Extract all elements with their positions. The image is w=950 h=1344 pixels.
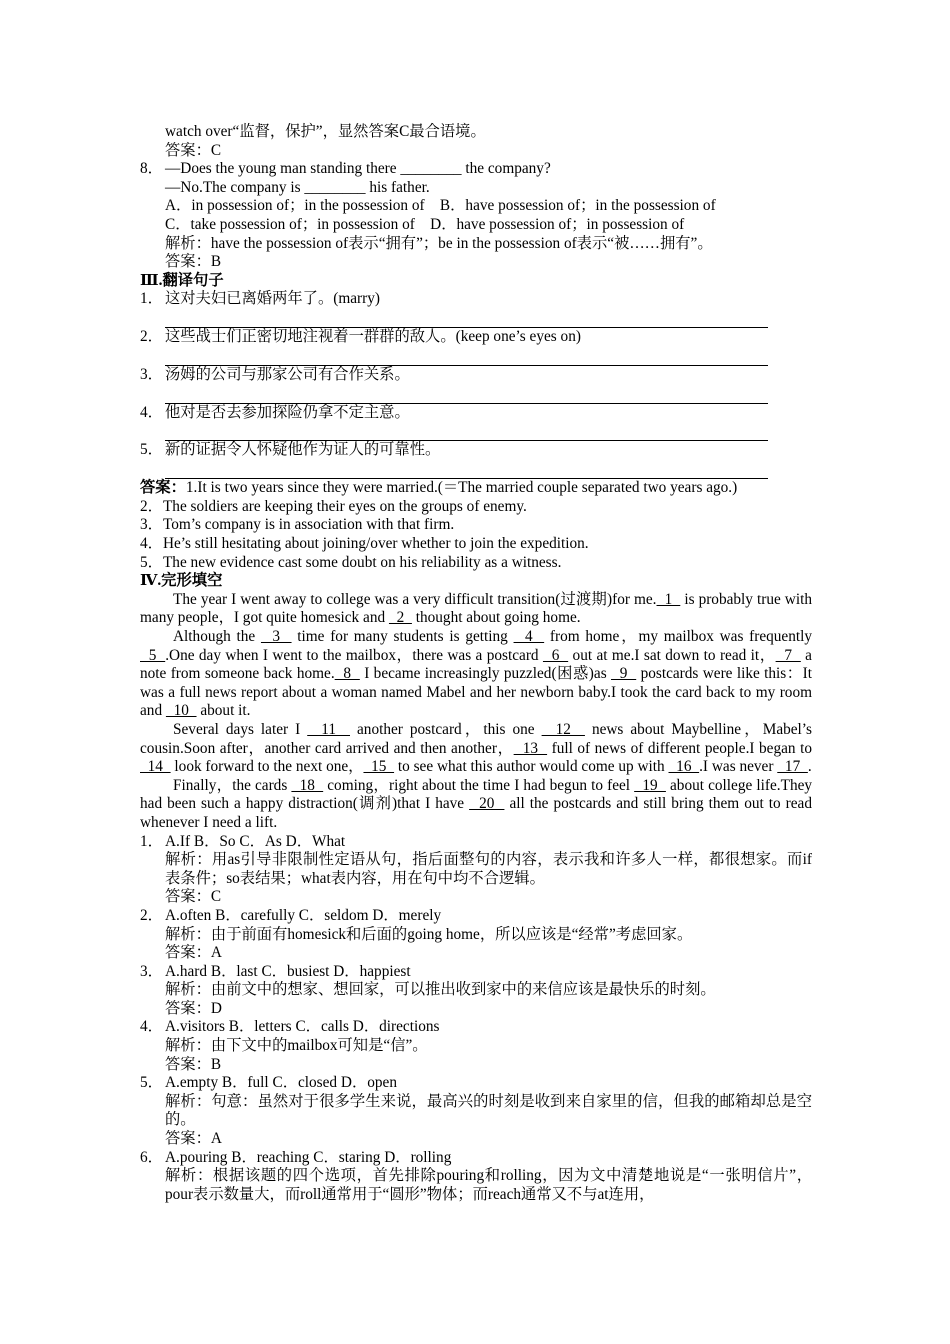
- cloze-text: is probably true with many people，I got quite homesick and: [140, 590, 812, 627]
- question-number: 4．: [140, 1018, 163, 1036]
- cloze-blank[interactable]: 16: [668, 758, 700, 776]
- translation-item: 1． 这对夫妇已离婚两年了。(marry): [140, 290, 380, 308]
- cloze-text: .One day when I went to the mailbox，there was a postcard: [165, 646, 543, 664]
- cloze-text: out at me.I sat down to read it，: [568, 646, 776, 664]
- translation-item: 3． 汤姆的公司与那家公司有合作关系。: [140, 365, 410, 383]
- cloze-blank[interactable]: 13: [513, 739, 548, 757]
- cloze-paragraph-4: [140, 777, 812, 833]
- cloze-blank[interactable]: 19: [634, 776, 666, 794]
- cloze-text: postcards were like this：It was a full news report about a woman named Mabel and her newborn baby.I took the card back to my room and: [140, 665, 812, 720]
- cloze-blank[interactable]: 1: [656, 590, 681, 608]
- cloze-blank[interactable]: 6: [542, 646, 569, 664]
- cloze-text: about it.: [196, 702, 251, 720]
- cloze-text: thought about going home.: [411, 609, 581, 627]
- cloze-question-options: [140, 907, 812, 926]
- cloze-question-options: [140, 963, 812, 982]
- cloze-blank[interactable]: 10: [165, 702, 197, 720]
- q8-answer: 答案：B: [165, 253, 222, 271]
- cloze-text: Several days later I: [173, 720, 308, 738]
- cloze-blank[interactable]: 12: [541, 720, 585, 738]
- q7-explanation-tail: watch over“监督，保护”，显然答案C最合语境。: [165, 123, 486, 140]
- q8-options-cd: C．take possession of；in possession of D．have possession of；in possession of: [165, 215, 685, 233]
- translation-answer-line[interactable]: [165, 385, 768, 404]
- cloze-blank[interactable]: 18: [291, 776, 324, 794]
- cloze-blank[interactable]: 7: [775, 646, 801, 664]
- question-explanation: 解析：根据该题的四个选项，首先排除pouring和rolling，因为文中清楚地说是“一张明信片”，pour表示数量大，而roll通常用于“圆形”物体；而reach通常又不与at连用，: [165, 1167, 812, 1203]
- cloze-text: a note from someone back home.: [140, 646, 812, 683]
- cloze-question-options: [140, 1149, 812, 1168]
- question-answer: 答案：D: [165, 999, 222, 1017]
- q8-explanation: 解析：have the possession of表示“拥有”；be in the possession of表示“被……拥有”。: [165, 234, 713, 252]
- q8-number: 8．: [140, 160, 163, 178]
- question-explanation: 解析：句意：虽然对于很多学生来说，最高兴的时刻是收到来自家里的信，但我的邮箱却总是空的。: [165, 1092, 812, 1129]
- cloze-blank[interactable]: 15: [363, 758, 395, 776]
- cloze-question-options: [140, 1018, 812, 1037]
- cloze-text: coming，right about the time I had begun to feel: [323, 776, 635, 794]
- cloze-text: .: [807, 758, 812, 776]
- cloze-blank[interactable]: 11: [307, 720, 350, 738]
- cloze-blank[interactable]: 17: [777, 758, 808, 776]
- question-explanation: 解析：用as引导非限制性定语从句，指后面整句的内容，表示我和许多人一样，都很想家。而if表条件；so表结果；what表内容，用在句中均不合逻辑。: [165, 851, 812, 887]
- question-options: A.pouring B．reaching C．staring D．rolling: [165, 1148, 452, 1166]
- cloze-text: .I was never: [699, 758, 778, 776]
- q7-answer: 答案：C: [165, 141, 222, 159]
- question-options: A.empty B．full C．closed D．open: [165, 1074, 397, 1092]
- document-page: [140, 123, 812, 1204]
- question-options: A.often B．carefully C．seldom D．merely: [165, 906, 442, 924]
- translation-item: 2． 这些战士们正密切地注视着一群群的敌人。(keep one’s eyes on): [140, 328, 581, 346]
- q8-line1: —Does the young man standing there ________ the company?: [165, 160, 551, 178]
- cloze-blank[interactable]: 2: [388, 609, 412, 627]
- question-number: 1．: [140, 832, 163, 850]
- translation-answer-line[interactable]: [165, 460, 768, 479]
- cloze-paragraph-2: [140, 628, 812, 721]
- question-options: A.visitors B．letters C．calls D．directions: [165, 1018, 440, 1036]
- translation-answer-line[interactable]: [165, 347, 768, 366]
- translation-answer-line[interactable]: [165, 422, 768, 441]
- question-options: A.hard B．last C．busiest D．happiest: [165, 962, 411, 980]
- q8-stem-line2: —No.The company is ________ his father.: [165, 178, 430, 196]
- section-3-heading: Ⅲ.翻译句子: [140, 271, 224, 289]
- section-4-heading: Ⅳ.完形填空: [140, 572, 223, 590]
- question-number: 5．: [140, 1074, 163, 1092]
- q8-options-ab: A．in possession of；in the possession of B．have possession of；in the possession of: [165, 197, 716, 215]
- translation-answers-first: 答案：1.It is two years since they were married.(＝The married couple separated two years ago.): [140, 479, 738, 497]
- cloze-text: from home，my mailbox was frequently: [544, 628, 812, 645]
- cloze-question-options: [140, 833, 812, 852]
- cloze-text: to see what this author would come up with: [394, 758, 669, 776]
- question-explanation: 解析：由前文中的想家、想回家，可以推出收到家中的来信应该是最快乐的时刻。: [165, 981, 716, 999]
- cloze-text: another postcard，this one: [350, 720, 542, 738]
- question-answer: 答案：B: [165, 1055, 222, 1073]
- cloze-text: about college life.They had been such a happy distraction(调剂)that I have: [140, 776, 813, 813]
- translation-answer: 5．The new evidence cast some doubt on his reliability as a witness.: [140, 553, 562, 571]
- cloze-text: I became increasingly puzzled(困惑)as: [359, 665, 612, 683]
- question-number: 2．: [140, 906, 163, 924]
- cloze-blank[interactable]: 20: [469, 795, 505, 813]
- translation-answer: 2．The soldiers are keeping their eyes on the groups of enemy.: [140, 497, 527, 515]
- cloze-text: look forward to the next one，: [170, 758, 364, 776]
- cloze-question-options: [140, 1074, 812, 1093]
- question-number: 6．: [140, 1148, 163, 1166]
- cloze-text: The year I went away to college was a very difficult transition(过渡期)for me.: [173, 590, 657, 608]
- answer-label: 答案：: [140, 479, 186, 497]
- question-explanation: 解析：由于前面有homesick和后面的going home，所以应该是“经常”考虑回家。: [165, 925, 693, 943]
- q8-stem-line1: [140, 160, 812, 179]
- translation-answer-line[interactable]: [165, 309, 768, 328]
- question-answer: 答案：A: [165, 944, 222, 962]
- cloze-blank[interactable]: 5: [140, 646, 166, 664]
- cloze-text: Finally，the cards: [173, 776, 292, 794]
- translation-answer: 3．Tom’s company is in association with that firm.: [140, 516, 455, 534]
- question-explanation: 解析：由下文中的mailbox可知是“信”。: [165, 1037, 428, 1055]
- translation-item: 5． 新的证据令人怀疑他作为证人的可靠性。: [140, 441, 441, 459]
- cloze-blank[interactable]: 14: [140, 758, 171, 776]
- question-answer: 答案：C: [165, 888, 222, 906]
- translation-item: 4． 他对是否去参加探险仍拿不定主意。: [140, 403, 410, 421]
- cloze-text: news about Maybelline，Mabel’s cousin.Soon after，another card arrived and then another，: [140, 720, 813, 757]
- question-options: A.If B．So C．As D．What: [165, 832, 346, 850]
- cloze-text: all the postcards and still bring them out to read whenever I need a lift.: [140, 795, 812, 831]
- cloze-text: time for many students is getting: [291, 628, 514, 645]
- cloze-blank[interactable]: 4: [513, 628, 545, 645]
- cloze-blank[interactable]: 8: [334, 665, 360, 683]
- question-answer: 答案：A: [165, 1130, 222, 1148]
- cloze-text: Although the: [173, 628, 261, 645]
- cloze-questions: [140, 833, 812, 1205]
- cloze-text: full of news of different people.I began to: [547, 739, 812, 757]
- translation-answer: 4．He’s still hesitating about joining/over whether to join the expedition.: [140, 535, 589, 553]
- cloze-blank[interactable]: 9: [611, 665, 637, 683]
- cloze-paragraph-1: [140, 591, 812, 628]
- question-number: 3．: [140, 962, 163, 980]
- cloze-paragraph-3: [140, 721, 812, 777]
- cloze-blank[interactable]: 3: [260, 628, 292, 645]
